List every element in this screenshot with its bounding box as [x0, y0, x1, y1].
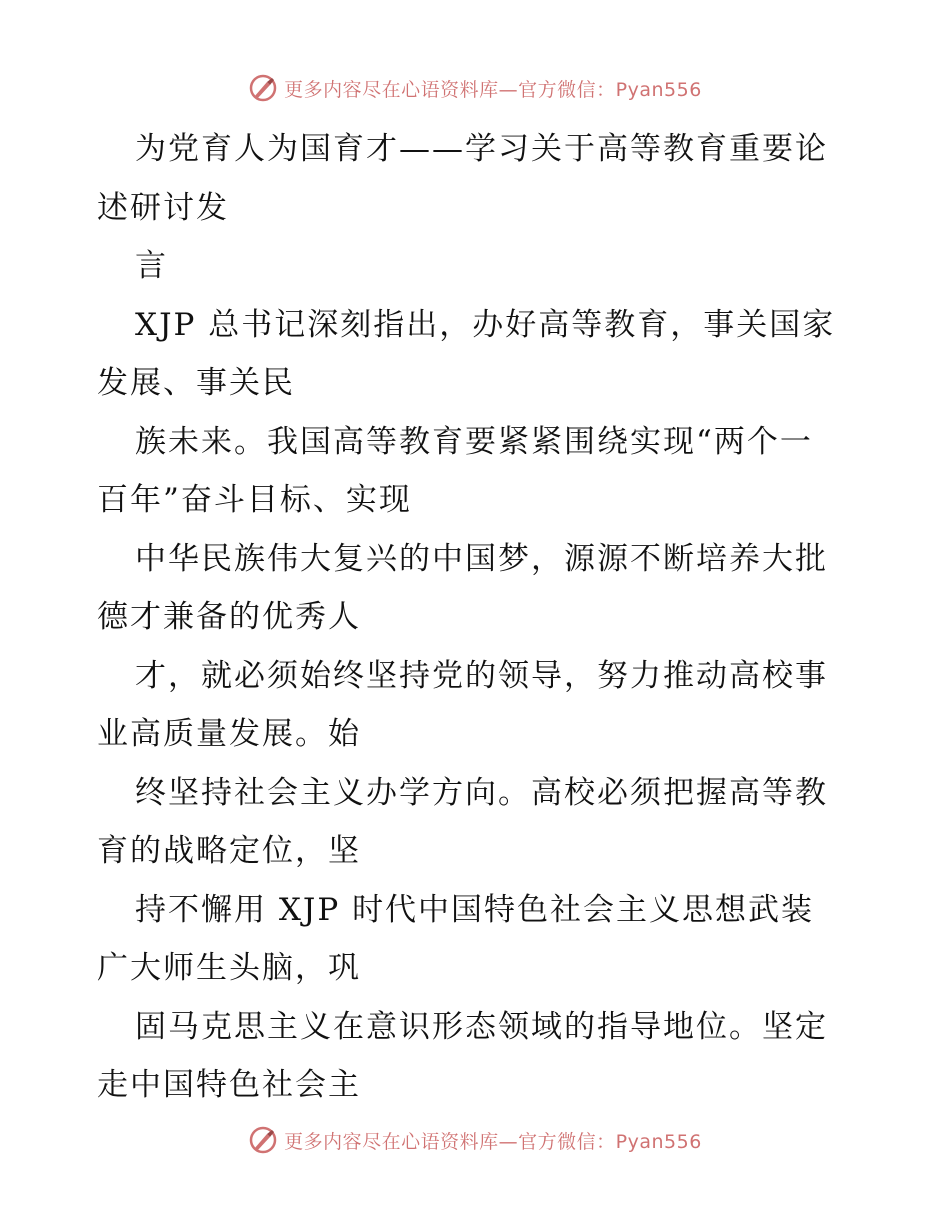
pen-logo-icon	[248, 1125, 278, 1155]
pen-logo-icon	[248, 73, 278, 103]
header-watermark	[0, 68, 950, 108]
watermark-text: 更多内容尽在心语资料库—官方微信：Pyan556	[284, 78, 702, 101]
text-line: 述研讨发	[97, 189, 229, 226]
text-line: 育的战略定位，坚	[97, 833, 361, 869]
text-line: 德才兼备的优秀人	[97, 599, 361, 635]
text-line: XJP 总书记深刻指出，办好高等教育，事关国家	[135, 306, 836, 343]
text-line: 走中国特色社会主	[97, 1067, 361, 1103]
text-line: 中华民族伟大复兴的中国梦，源源不断培养大批	[135, 540, 828, 577]
text-line: 固马克思主义在意识形态领域的指导地位。坚定	[135, 1008, 828, 1045]
text-line: 终坚持社会主义办学方向。高校必须把握高等教	[135, 774, 828, 811]
text-line: 业高质量发展。始	[97, 716, 361, 752]
text-line: 持不懈用 XJP 时代中国特色社会主义思想武装	[135, 891, 815, 928]
text-line: 为党育人为国育才——学习关于高等教育重要论	[135, 131, 828, 167]
text-line: 百年”奋斗目标、实现	[97, 482, 412, 518]
text-line: 言	[135, 248, 168, 284]
text-line: 才，就必须始终坚持党的领导，努力推动高校事	[135, 657, 828, 694]
document-body	[97, 120, 857, 1115]
text-line: 发展、事关民	[97, 365, 295, 401]
footer-watermark	[0, 1120, 950, 1160]
text-line: 广大师生头脑，巩	[97, 950, 361, 986]
text-line: 族未来。我国高等教育要紧紧围绕实现“两个一	[135, 423, 813, 460]
watermark-text: 更多内容尽在心语资料库—官方微信：Pyan556	[284, 1130, 702, 1153]
